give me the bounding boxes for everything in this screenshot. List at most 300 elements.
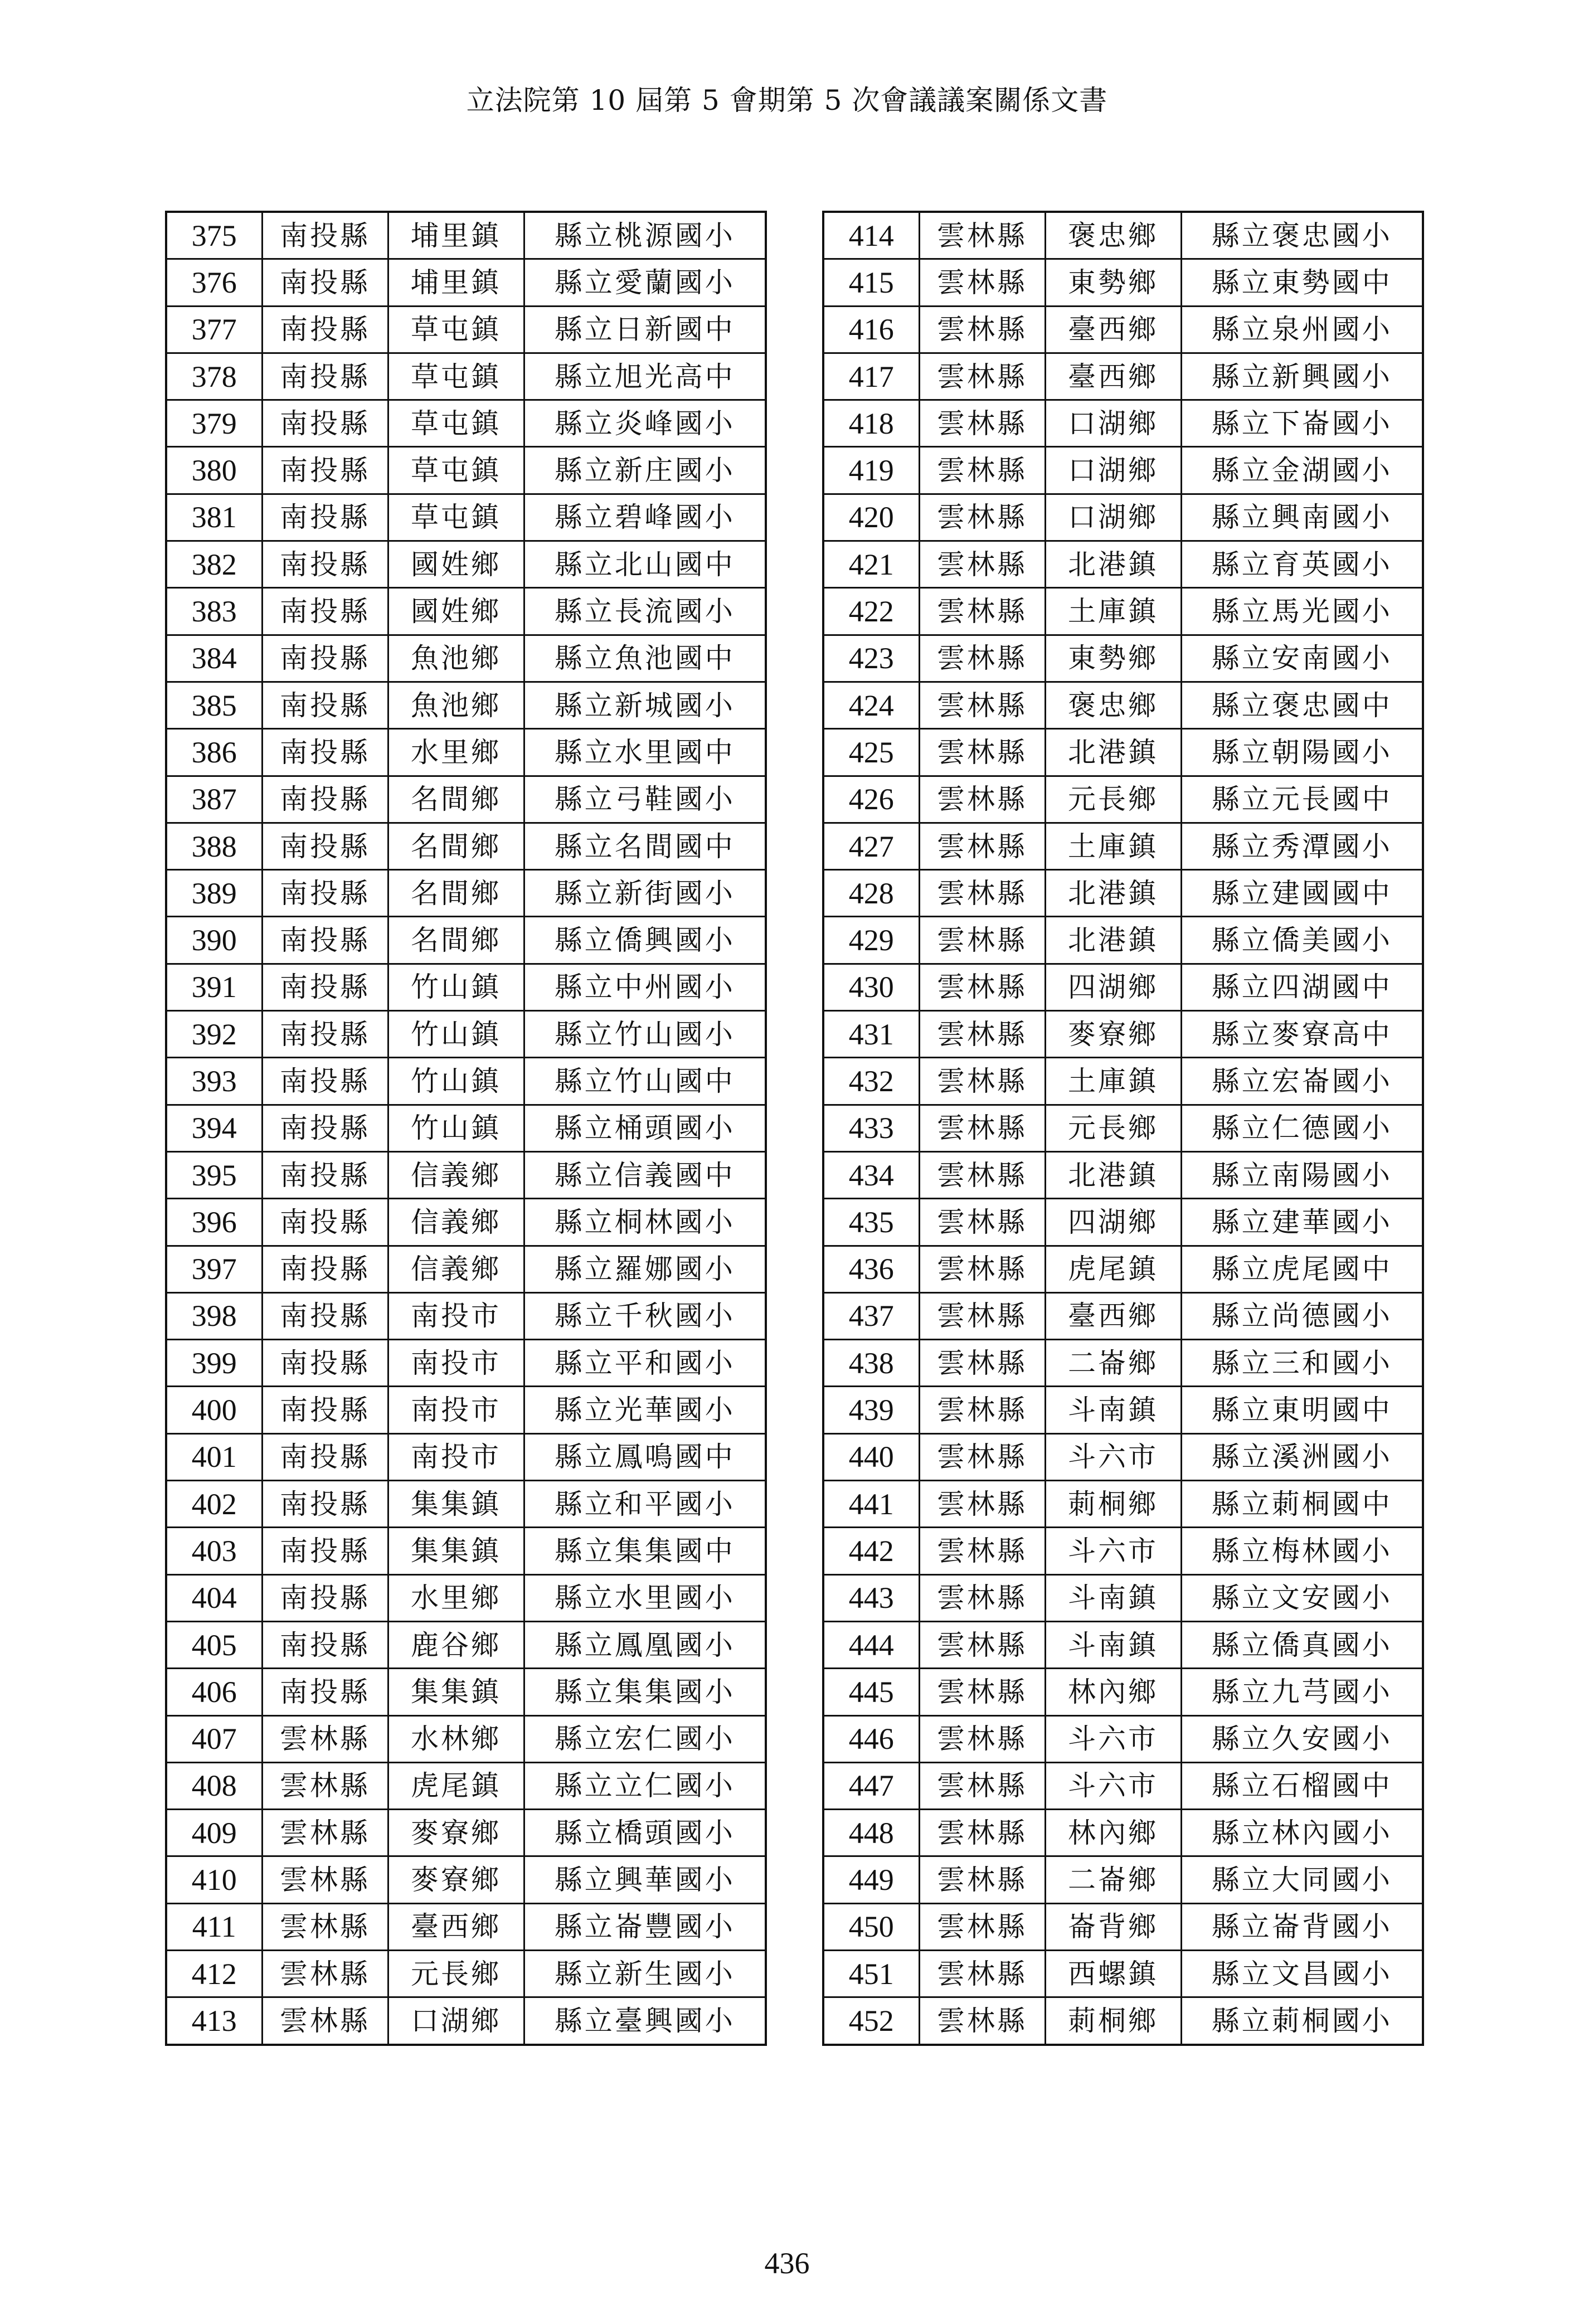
- row-number-cell: 429: [823, 917, 919, 964]
- school-name-cell: 縣立興華國小: [524, 1856, 766, 1903]
- row-number-cell: 377: [166, 306, 262, 353]
- school-name-cell: 縣立建華國小: [1181, 1199, 1423, 1246]
- table-row: [823, 870, 1423, 917]
- row-number-cell: 386: [166, 729, 262, 776]
- township-cell: 草屯鎮: [388, 353, 524, 400]
- row-number-cell: 387: [166, 776, 262, 823]
- county-cell: 南投縣: [262, 588, 388, 635]
- township-cell: 東勢鄉: [1045, 259, 1181, 306]
- school-name-cell: 縣立梅林國小: [1181, 1528, 1423, 1574]
- county-cell: 南投縣: [262, 1058, 388, 1105]
- table-row: [166, 729, 766, 776]
- county-cell: 雲林縣: [919, 447, 1045, 494]
- school-name-cell: 縣立新城國小: [524, 682, 766, 728]
- row-number-cell: 378: [166, 353, 262, 400]
- school-name-cell: 縣立愛蘭國小: [524, 259, 766, 306]
- county-cell: 南投縣: [262, 212, 388, 259]
- county-cell: 雲林縣: [919, 1762, 1045, 1809]
- table-row: [823, 1997, 1423, 2045]
- school-name-cell: 縣立建國國中: [1181, 870, 1423, 917]
- table-row: [823, 1340, 1423, 1387]
- table-row: [823, 306, 1423, 353]
- township-cell: 草屯鎮: [388, 306, 524, 353]
- row-number-cell: 408: [166, 1762, 262, 1809]
- row-number-cell: 384: [166, 635, 262, 682]
- right-table: [822, 211, 1424, 2046]
- table-row: [166, 588, 766, 635]
- township-cell: 埔里鎮: [388, 212, 524, 259]
- row-number-cell: 449: [823, 1856, 919, 1903]
- county-cell: 雲林縣: [919, 635, 1045, 682]
- table-row: [166, 917, 766, 964]
- township-cell: 斗六市: [1045, 1528, 1181, 1574]
- county-cell: 雲林縣: [262, 1997, 388, 2045]
- school-name-cell: 縣立褒忠國小: [1181, 212, 1423, 259]
- table-row: [166, 1856, 766, 1903]
- township-cell: 口湖鄉: [388, 1997, 524, 2045]
- school-name-cell: 縣立僑興國小: [524, 917, 766, 964]
- school-name-cell: 縣立褒忠國中: [1181, 682, 1423, 728]
- county-cell: 雲林縣: [919, 729, 1045, 776]
- school-name-cell: 縣立崙背國小: [1181, 1903, 1423, 1950]
- township-cell: 元長鄉: [1045, 776, 1181, 823]
- county-cell: 南投縣: [262, 1246, 388, 1292]
- county-cell: 南投縣: [262, 776, 388, 823]
- row-number-cell: 452: [823, 1997, 919, 2045]
- table-row: [166, 212, 766, 259]
- table-row: [166, 1151, 766, 1198]
- row-number-cell: 444: [823, 1621, 919, 1668]
- row-number-cell: 436: [823, 1246, 919, 1292]
- township-cell: 臺西鄉: [1045, 1292, 1181, 1339]
- school-name-cell: 縣立立仁國小: [524, 1762, 766, 1809]
- county-cell: 南投縣: [262, 1292, 388, 1339]
- county-cell: 雲林縣: [919, 870, 1045, 917]
- table-row: [823, 1199, 1423, 1246]
- table-row: [823, 1574, 1423, 1621]
- township-cell: 斗南鎮: [1045, 1621, 1181, 1668]
- county-cell: 雲林縣: [919, 682, 1045, 728]
- table-row: [166, 447, 766, 494]
- row-number-cell: 418: [823, 400, 919, 447]
- township-cell: 四湖鄉: [1045, 1199, 1181, 1246]
- row-number-cell: 441: [823, 1481, 919, 1528]
- township-cell: 南投市: [388, 1292, 524, 1339]
- table-row: [823, 1105, 1423, 1151]
- township-cell: 斗六市: [1045, 1433, 1181, 1480]
- township-cell: 元長鄉: [1045, 1105, 1181, 1151]
- row-number-cell: 427: [823, 823, 919, 869]
- row-number-cell: 403: [166, 1528, 262, 1574]
- county-cell: 雲林縣: [919, 1246, 1045, 1292]
- county-cell: 雲林縣: [919, 400, 1045, 447]
- county-cell: 雲林縣: [919, 964, 1045, 1010]
- row-number-cell: 425: [823, 729, 919, 776]
- county-cell: 南投縣: [262, 1387, 388, 1433]
- township-cell: 信義鄉: [388, 1151, 524, 1198]
- school-name-cell: 縣立旭光高中: [524, 353, 766, 400]
- township-cell: 斗南鎮: [1045, 1387, 1181, 1433]
- row-number-cell: 426: [823, 776, 919, 823]
- table-row: [823, 1151, 1423, 1198]
- township-cell: 麥寮鄉: [388, 1856, 524, 1903]
- township-cell: 北港鎮: [1045, 541, 1181, 588]
- county-cell: 雲林縣: [919, 1903, 1045, 1950]
- county-cell: 南投縣: [262, 259, 388, 306]
- township-cell: 水里鄉: [388, 729, 524, 776]
- county-cell: 南投縣: [262, 1433, 388, 1480]
- county-cell: 雲林縣: [919, 1292, 1045, 1339]
- table-row: [166, 1481, 766, 1528]
- county-cell: 雲林縣: [919, 1481, 1045, 1528]
- county-cell: 雲林縣: [919, 776, 1045, 823]
- school-name-cell: 縣立金湖國小: [1181, 447, 1423, 494]
- row-number-cell: 446: [823, 1715, 919, 1762]
- county-cell: 雲林縣: [919, 1387, 1045, 1433]
- county-cell: 南投縣: [262, 1669, 388, 1715]
- township-cell: 土庫鎮: [1045, 823, 1181, 869]
- table-row: [166, 1340, 766, 1387]
- left-school-table: [165, 211, 767, 2046]
- table-row: [166, 1669, 766, 1715]
- row-number-cell: 399: [166, 1340, 262, 1387]
- row-number-cell: 380: [166, 447, 262, 494]
- county-cell: 南投縣: [262, 1481, 388, 1528]
- school-name-cell: 縣立虎尾國中: [1181, 1246, 1423, 1292]
- table-row: [823, 1715, 1423, 1762]
- table-row: [166, 635, 766, 682]
- school-name-cell: 縣立東明國中: [1181, 1387, 1423, 1433]
- row-number-cell: 440: [823, 1433, 919, 1480]
- township-cell: 名間鄉: [388, 776, 524, 823]
- row-number-cell: 395: [166, 1151, 262, 1198]
- row-number-cell: 450: [823, 1903, 919, 1950]
- county-cell: 雲林縣: [919, 1669, 1045, 1715]
- school-name-cell: 縣立新生國小: [524, 1950, 766, 1997]
- school-name-cell: 縣立育英國小: [1181, 541, 1423, 588]
- school-name-cell: 縣立莿桐國小: [1181, 1997, 1423, 2045]
- row-number-cell: 396: [166, 1199, 262, 1246]
- table-row: [166, 1621, 766, 1668]
- school-name-cell: 縣立炎峰國小: [524, 400, 766, 447]
- table-row: [823, 1950, 1423, 1997]
- table-row: [166, 1903, 766, 1950]
- county-cell: 雲林縣: [262, 1762, 388, 1809]
- table-row: [166, 1997, 766, 2045]
- county-cell: 南投縣: [262, 1340, 388, 1387]
- row-number-cell: 392: [166, 1011, 262, 1058]
- school-name-cell: 縣立桐林國小: [524, 1199, 766, 1246]
- township-cell: 埔里鎮: [388, 259, 524, 306]
- township-cell: 鹿谷鄉: [388, 1621, 524, 1668]
- school-name-cell: 縣立四湖國中: [1181, 964, 1423, 1010]
- township-cell: 北港鎮: [1045, 1151, 1181, 1198]
- county-cell: 雲林縣: [919, 1433, 1045, 1480]
- school-name-cell: 縣立馬光國小: [1181, 588, 1423, 635]
- table-row: [166, 870, 766, 917]
- school-name-cell: 縣立名間國中: [524, 823, 766, 869]
- township-cell: 斗六市: [1045, 1762, 1181, 1809]
- county-cell: 雲林縣: [919, 1574, 1045, 1621]
- row-number-cell: 381: [166, 494, 262, 541]
- school-name-cell: 縣立文安國小: [1181, 1574, 1423, 1621]
- table-row: [823, 917, 1423, 964]
- school-name-cell: 縣立新興國小: [1181, 353, 1423, 400]
- county-cell: 雲林縣: [262, 1856, 388, 1903]
- table-row: [166, 964, 766, 1010]
- table-row: [166, 400, 766, 447]
- school-name-cell: 縣立崙豐國小: [524, 1903, 766, 1950]
- township-cell: 信義鄉: [388, 1246, 524, 1292]
- township-cell: 麥寮鄉: [1045, 1011, 1181, 1058]
- table-row: [823, 1762, 1423, 1809]
- table-row: [823, 259, 1423, 306]
- school-name-cell: 縣立三和國小: [1181, 1340, 1423, 1387]
- row-number-cell: 432: [823, 1058, 919, 1105]
- row-number-cell: 451: [823, 1950, 919, 1997]
- school-name-cell: 縣立久安國小: [1181, 1715, 1423, 1762]
- county-cell: 雲林縣: [919, 1810, 1045, 1856]
- township-cell: 南投市: [388, 1387, 524, 1433]
- township-cell: 臺西鄉: [388, 1903, 524, 1950]
- school-name-cell: 縣立仁德國小: [1181, 1105, 1423, 1151]
- row-number-cell: 435: [823, 1199, 919, 1246]
- table-row: [823, 635, 1423, 682]
- township-cell: 竹山鎮: [388, 1011, 524, 1058]
- school-name-cell: 縣立九芎國小: [1181, 1669, 1423, 1715]
- table-row: [823, 823, 1423, 869]
- table-row: [823, 212, 1423, 259]
- row-number-cell: 398: [166, 1292, 262, 1339]
- row-number-cell: 376: [166, 259, 262, 306]
- row-number-cell: 434: [823, 1151, 919, 1198]
- school-name-cell: 縣立大同國小: [1181, 1856, 1423, 1903]
- school-name-cell: 縣立平和國小: [524, 1340, 766, 1387]
- table-row: [823, 729, 1423, 776]
- table-row: [166, 1762, 766, 1809]
- township-cell: 土庫鎮: [1045, 1058, 1181, 1105]
- school-name-cell: 縣立麥寮高中: [1181, 1011, 1423, 1058]
- township-cell: 林內鄉: [1045, 1669, 1181, 1715]
- county-cell: 南投縣: [262, 1105, 388, 1151]
- table-row: [166, 1292, 766, 1339]
- table-row: [166, 1810, 766, 1856]
- row-number-cell: 445: [823, 1669, 919, 1715]
- county-cell: 雲林縣: [919, 1340, 1045, 1387]
- township-cell: 口湖鄉: [1045, 400, 1181, 447]
- table-row: [823, 1528, 1423, 1574]
- county-cell: 南投縣: [262, 823, 388, 869]
- county-cell: 雲林縣: [919, 1199, 1045, 1246]
- school-name-cell: 縣立長流國小: [524, 588, 766, 635]
- township-cell: 竹山鎮: [388, 1058, 524, 1105]
- school-name-cell: 縣立千秋國小: [524, 1292, 766, 1339]
- table-row: [823, 1481, 1423, 1528]
- row-number-cell: 412: [166, 1950, 262, 1997]
- table-row: [166, 1528, 766, 1574]
- row-number-cell: 385: [166, 682, 262, 728]
- table-row: [823, 964, 1423, 1010]
- row-number-cell: 439: [823, 1387, 919, 1433]
- table-row: [166, 1950, 766, 1997]
- county-cell: 雲林縣: [919, 1011, 1045, 1058]
- table-row: [823, 1433, 1423, 1480]
- table-row: [823, 1856, 1423, 1903]
- row-number-cell: 402: [166, 1481, 262, 1528]
- township-cell: 元長鄉: [388, 1950, 524, 1997]
- county-cell: 雲林縣: [919, 1621, 1045, 1668]
- table-row: [166, 1715, 766, 1762]
- table-row: [823, 353, 1423, 400]
- township-cell: 集集鎮: [388, 1481, 524, 1528]
- township-cell: 草屯鎮: [388, 494, 524, 541]
- table-row: [166, 823, 766, 869]
- row-number-cell: 428: [823, 870, 919, 917]
- row-number-cell: 431: [823, 1011, 919, 1058]
- school-name-cell: 縣立下崙國小: [1181, 400, 1423, 447]
- row-number-cell: 417: [823, 353, 919, 400]
- county-cell: 南投縣: [262, 400, 388, 447]
- school-name-cell: 縣立中州國小: [524, 964, 766, 1010]
- table-row: [823, 1246, 1423, 1292]
- school-name-cell: 縣立集集國中: [524, 1528, 766, 1574]
- county-cell: 雲林縣: [919, 823, 1045, 869]
- county-cell: 雲林縣: [919, 1151, 1045, 1198]
- table-row: [823, 541, 1423, 588]
- table-row: [166, 1105, 766, 1151]
- township-cell: 北港鎮: [1045, 870, 1181, 917]
- table-row: [823, 588, 1423, 635]
- row-number-cell: 437: [823, 1292, 919, 1339]
- county-cell: 南投縣: [262, 729, 388, 776]
- county-cell: 雲林縣: [919, 1715, 1045, 1762]
- row-number-cell: 409: [166, 1810, 262, 1856]
- township-cell: 北港鎮: [1045, 729, 1181, 776]
- table-row: [823, 1810, 1423, 1856]
- township-cell: 魚池鄉: [388, 682, 524, 728]
- township-cell: 水里鄉: [388, 1574, 524, 1621]
- township-cell: 水林鄉: [388, 1715, 524, 1762]
- row-number-cell: 379: [166, 400, 262, 447]
- table-row: [823, 1011, 1423, 1058]
- school-name-cell: 縣立文昌國小: [1181, 1950, 1423, 1997]
- row-number-cell: 442: [823, 1528, 919, 1574]
- school-name-cell: 縣立宏仁國小: [524, 1715, 766, 1762]
- school-name-cell: 縣立北山國中: [524, 541, 766, 588]
- township-cell: 名間鄉: [388, 917, 524, 964]
- table-row: [166, 1058, 766, 1105]
- county-cell: 南投縣: [262, 353, 388, 400]
- row-number-cell: 394: [166, 1105, 262, 1151]
- township-cell: 虎尾鎮: [388, 1762, 524, 1809]
- county-cell: 南投縣: [262, 635, 388, 682]
- table-row: [166, 1433, 766, 1480]
- table-row: [823, 776, 1423, 823]
- school-name-cell: 縣立鳳鳴國中: [524, 1433, 766, 1480]
- township-cell: 魚池鄉: [388, 635, 524, 682]
- township-cell: 崙背鄉: [1045, 1903, 1181, 1950]
- school-name-cell: 縣立竹山國中: [524, 1058, 766, 1105]
- county-cell: 雲林縣: [919, 1058, 1045, 1105]
- school-name-cell: 縣立桶頭國小: [524, 1105, 766, 1151]
- county-cell: 南投縣: [262, 870, 388, 917]
- township-cell: 國姓鄉: [388, 588, 524, 635]
- school-name-cell: 縣立尚德國小: [1181, 1292, 1423, 1339]
- county-cell: 雲林縣: [919, 588, 1045, 635]
- township-cell: 土庫鎮: [1045, 588, 1181, 635]
- row-number-cell: 401: [166, 1433, 262, 1480]
- school-name-cell: 縣立信義國中: [524, 1151, 766, 1198]
- township-cell: 草屯鎮: [388, 400, 524, 447]
- township-cell: 竹山鎮: [388, 964, 524, 1010]
- township-cell: 北港鎮: [1045, 917, 1181, 964]
- table-row: [166, 682, 766, 728]
- county-cell: 南投縣: [262, 1621, 388, 1668]
- row-number-cell: 433: [823, 1105, 919, 1151]
- table-row: [166, 1246, 766, 1292]
- row-number-cell: 407: [166, 1715, 262, 1762]
- township-cell: 口湖鄉: [1045, 494, 1181, 541]
- row-number-cell: 438: [823, 1340, 919, 1387]
- township-cell: 臺西鄉: [1045, 353, 1181, 400]
- county-cell: 南投縣: [262, 494, 388, 541]
- table-row: [166, 259, 766, 306]
- school-name-cell: 縣立興南國小: [1181, 494, 1423, 541]
- township-cell: 四湖鄉: [1045, 964, 1181, 1010]
- county-cell: 南投縣: [262, 1011, 388, 1058]
- school-name-cell: 縣立安南國小: [1181, 635, 1423, 682]
- school-name-cell: 縣立魚池國中: [524, 635, 766, 682]
- row-number-cell: 390: [166, 917, 262, 964]
- row-number-cell: 422: [823, 588, 919, 635]
- county-cell: 南投縣: [262, 1199, 388, 1246]
- school-name-cell: 縣立僑美國小: [1181, 917, 1423, 964]
- school-name-cell: 縣立僑真國小: [1181, 1621, 1423, 1668]
- row-number-cell: 375: [166, 212, 262, 259]
- school-name-cell: 縣立莿桐國中: [1181, 1481, 1423, 1528]
- row-number-cell: 413: [166, 1997, 262, 2045]
- township-cell: 褒忠鄉: [1045, 212, 1181, 259]
- county-cell: 雲林縣: [919, 306, 1045, 353]
- row-number-cell: 404: [166, 1574, 262, 1621]
- row-number-cell: 411: [166, 1903, 262, 1950]
- county-cell: 雲林縣: [919, 259, 1045, 306]
- township-cell: 集集鎮: [388, 1528, 524, 1574]
- page-number: 436: [764, 2247, 810, 2280]
- township-cell: 斗六市: [1045, 1715, 1181, 1762]
- county-cell: 南投縣: [262, 306, 388, 353]
- table-row: [823, 1621, 1423, 1668]
- page-header: 立法院第 10 屆第 5 會期第 5 次會議議案關係文書: [466, 84, 1108, 116]
- county-cell: 南投縣: [262, 447, 388, 494]
- township-cell: 竹山鎮: [388, 1105, 524, 1151]
- county-cell: 雲林縣: [919, 1105, 1045, 1151]
- township-cell: 東勢鄉: [1045, 635, 1181, 682]
- county-cell: 雲林縣: [262, 1903, 388, 1950]
- school-name-cell: 縣立水里國小: [524, 1574, 766, 1621]
- school-name-cell: 縣立桃源國小: [524, 212, 766, 259]
- county-cell: 雲林縣: [919, 212, 1045, 259]
- county-cell: 南投縣: [262, 1528, 388, 1574]
- table-row: [166, 1574, 766, 1621]
- school-name-cell: 縣立南陽國小: [1181, 1151, 1423, 1198]
- row-number-cell: 414: [823, 212, 919, 259]
- county-cell: 南投縣: [262, 917, 388, 964]
- township-cell: 斗南鎮: [1045, 1574, 1181, 1621]
- school-name-cell: 縣立光華國小: [524, 1387, 766, 1433]
- county-cell: 雲林縣: [919, 353, 1045, 400]
- table-row: [823, 447, 1423, 494]
